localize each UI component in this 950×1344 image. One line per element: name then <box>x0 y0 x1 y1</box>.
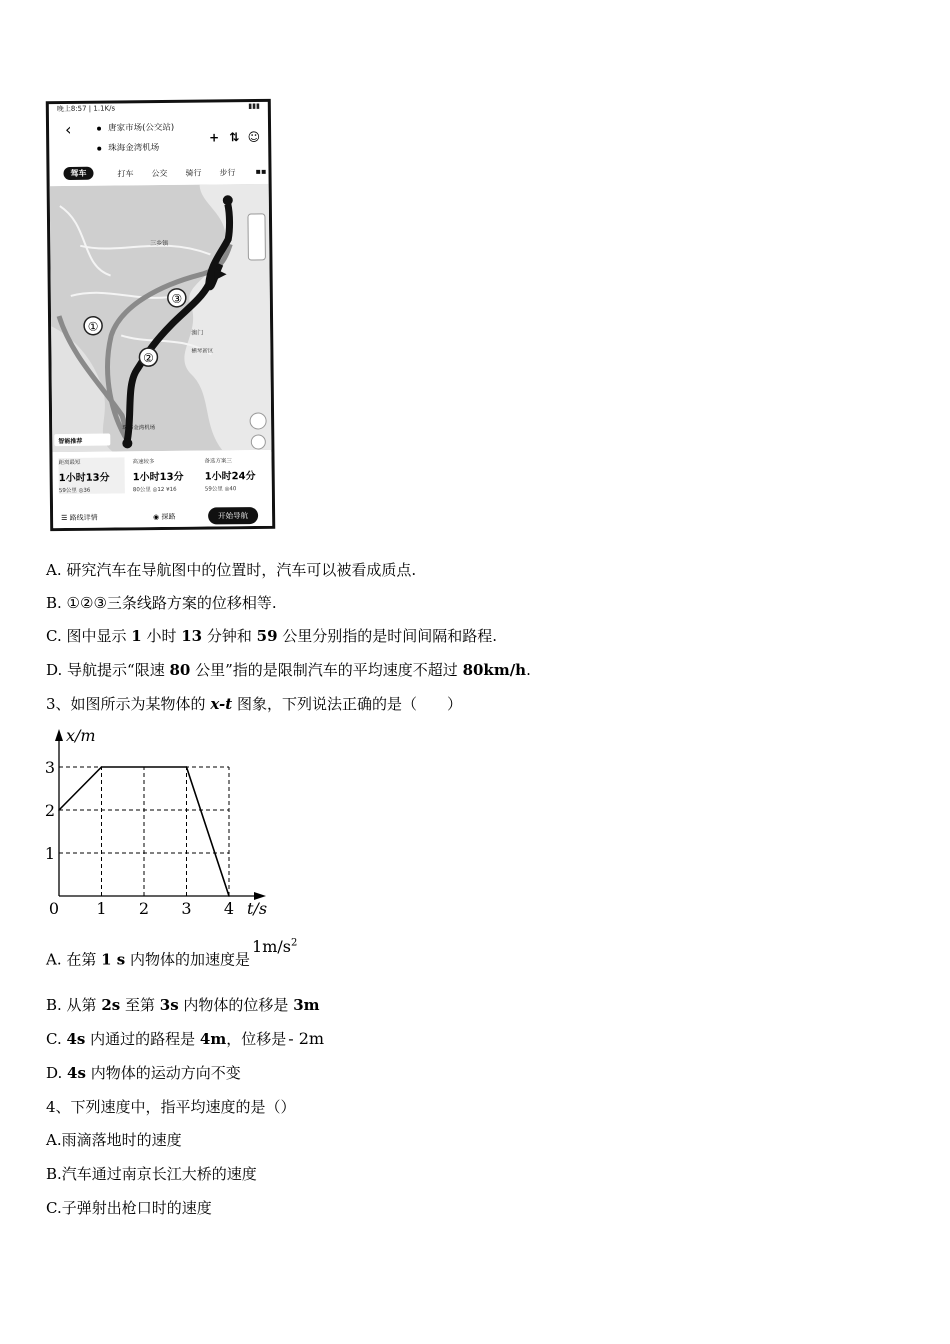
q2-option-c: C. 图中显示 1 小时 13 分钟和 59 公里分别指的是时间间隔和路程. <box>46 627 498 645</box>
q2-option-a: A. 研究汽车在导航图中的位置时，汽车可以被看成质点. <box>46 561 417 579</box>
tab-drive[interactable]: 驾车 <box>63 167 93 180</box>
avatar-icon[interactable]: ☺ <box>247 129 261 145</box>
acceleration-value: $1m/s^2$ <box>252 937 298 957</box>
x-tick-label: 0 <box>48 899 60 918</box>
add-stop-icon[interactable]: + <box>209 130 220 145</box>
x-axis-label: t/s <box>247 899 268 918</box>
tab-bike[interactable]: 骑行 <box>185 168 202 178</box>
x-tick-label: 1 <box>96 899 107 918</box>
q2-option-d: D. 导航提示“限速 80 公里”指的是限制汽车的平均速度不超过 80km/h. <box>46 661 531 679</box>
more-icon[interactable]: ▪▪ <box>255 166 267 176</box>
q3-option-c: C. 4s 内通过的路程是 4m，位移是 - 2m <box>46 1029 325 1048</box>
destination-stop: 珠海金湾机场 <box>97 141 159 154</box>
y-tick-label: 2 <box>44 801 55 820</box>
route-map[interactable] <box>50 184 272 452</box>
y-tick-label: 3 <box>44 758 55 777</box>
route-marker-3: ③ <box>171 291 183 306</box>
q3-stem: 3、如图所示为某物体的 x-t 图象，下列说法正确的是（ ） <box>46 695 462 713</box>
route-option-2[interactable]: 高速较多 1小时13分 80公里 ◎12 ¥16 <box>132 459 184 494</box>
data-point <box>228 895 230 897</box>
q4-option-b: B.汽车通过南京长江大桥的速度 <box>46 1165 257 1183</box>
navigation-screenshot <box>46 99 275 531</box>
q3-option-a: A. 在第 1 s 内物体的加速度是$1m/s^2$ <box>46 937 298 969</box>
tab-walk[interactable]: 步行 <box>219 168 236 178</box>
explore-link[interactable]: ◉ 探路 <box>153 512 176 522</box>
map-label-aomen: 澳门 <box>191 329 204 337</box>
q3-option-b: B. 从第 2s 至第 3s 内物体的位移是 3m <box>46 996 320 1014</box>
data-point <box>186 766 188 768</box>
smart-recommend[interactable]: 智能推荐 <box>58 437 83 446</box>
y-axis-label: x/m <box>66 726 96 745</box>
route-header <box>49 112 268 162</box>
tab-taxi[interactable]: 打车 <box>117 169 134 179</box>
data-point <box>101 766 103 768</box>
route-options-panel <box>52 452 272 531</box>
x-tick-label: 2 <box>138 899 150 918</box>
start-navigation-button[interactable]: 开始导航 <box>208 507 258 525</box>
map-label-sanxiang: 三乡镇 <box>150 239 169 248</box>
q2-option-b: B. ①②③三条线路方案的位移相等. <box>46 594 277 612</box>
route-option-1[interactable]: 距离最短 1小时13分 59公里 ◎36 <box>58 457 124 494</box>
route-option-3[interactable]: 备选方案三 1小时24分 59公里 ◎40 <box>204 458 256 493</box>
signal-icon: ▮▮▮ <box>248 101 260 111</box>
tab-bus[interactable]: 公交 <box>151 168 168 179</box>
origin-stop: 唐家市场(公交站) <box>97 121 174 134</box>
x-tick-label: 3 <box>181 899 192 918</box>
header-tools <box>209 130 260 145</box>
y-tick-label: 1 <box>44 844 55 863</box>
q4-option-a: A.雨滴落地时的速度 <box>46 1131 182 1149</box>
back-arrow-icon[interactable]: ‹ <box>64 119 72 139</box>
transport-tabs <box>49 164 268 184</box>
route-detail-link[interactable]: ☰ 路线详情 <box>61 513 98 523</box>
x-t-graph <box>40 724 280 924</box>
status-text: 晚上8:57 | 1.1K/s <box>56 104 116 114</box>
swap-icon[interactable]: ⇅ <box>229 130 240 145</box>
q4-stem: 4、下列速度中，指平均速度的是（） <box>46 1098 296 1116</box>
x-tick-label: 4 <box>223 899 235 918</box>
route-marker-2: ② <box>142 351 154 366</box>
q4-option-c: C.子弹射出枪口时的速度 <box>46 1199 212 1217</box>
map-label-hengqin: 横琴新区 <box>191 348 214 355</box>
y-axis-arrow <box>55 729 63 741</box>
route-marker-1: ① <box>87 319 99 334</box>
data-point <box>58 809 60 811</box>
map-label-airport: 珠海金湾机场 <box>122 425 156 432</box>
q3-option-d: D. 4s 内物体的运动方向不变 <box>46 1064 241 1082</box>
